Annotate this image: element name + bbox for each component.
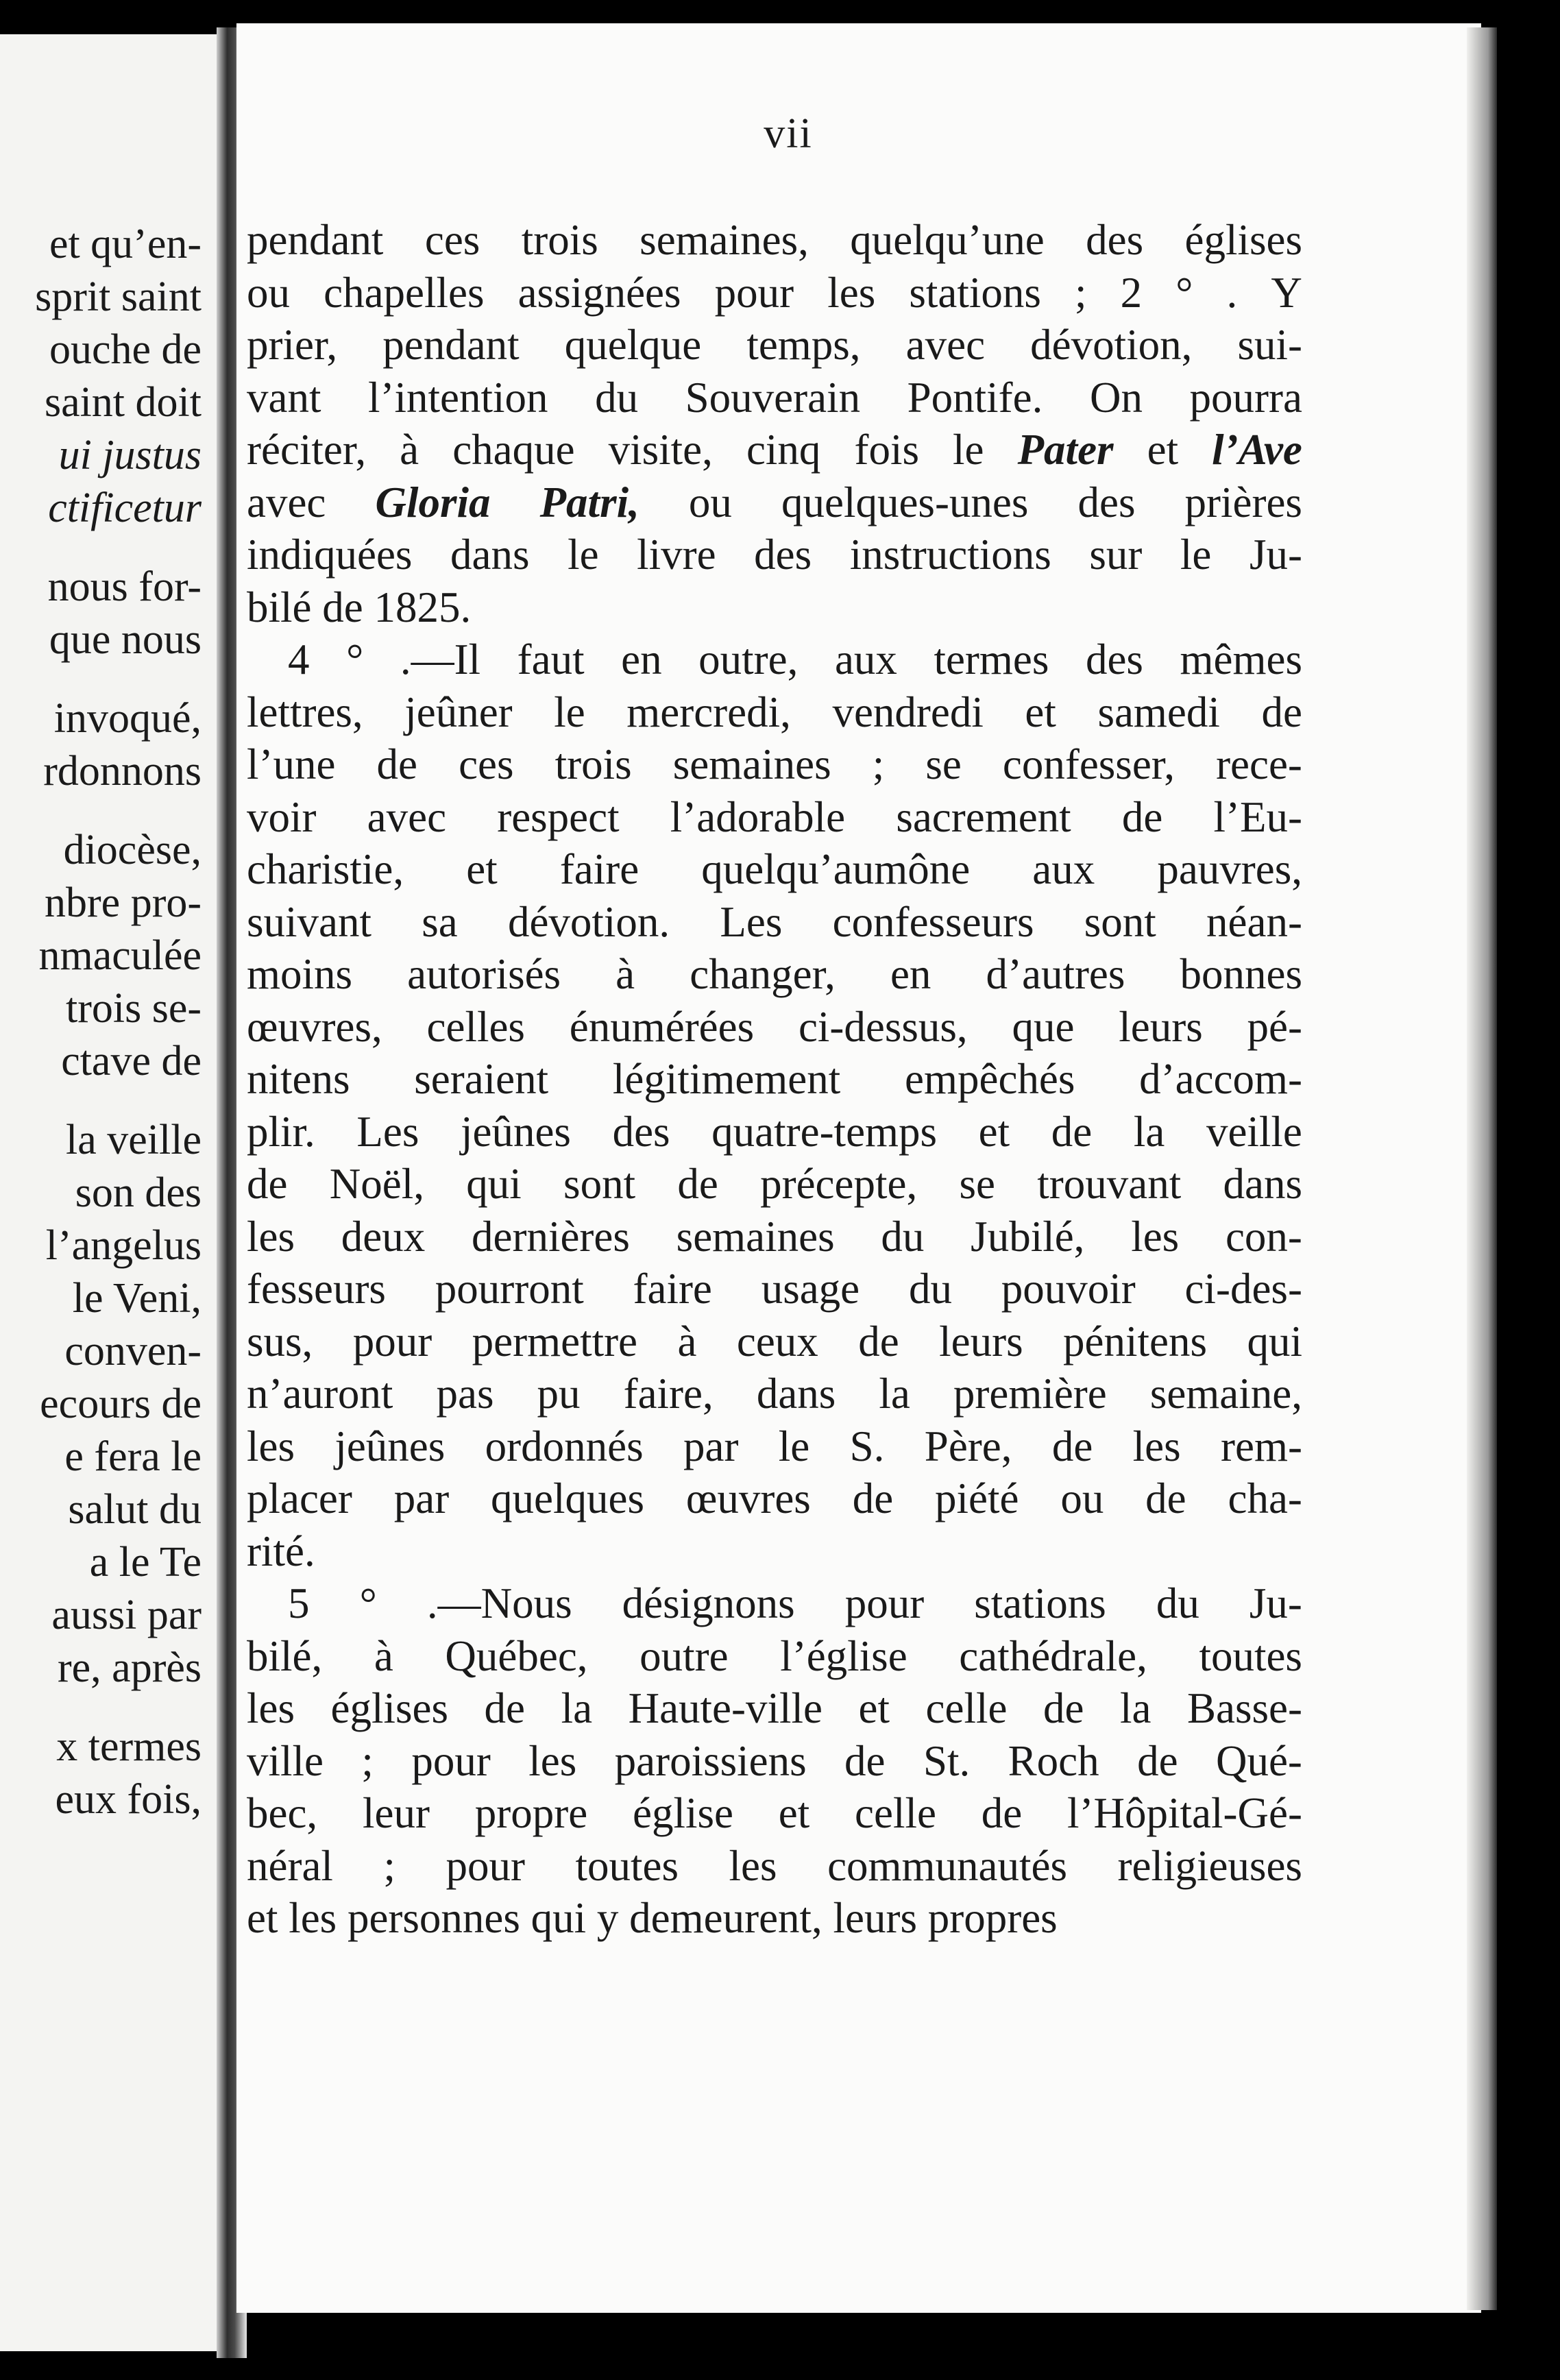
previous-page-line bbox=[35, 666, 202, 692]
text-line: prier, pendant quelque temps, avec dévotion, sui- bbox=[247, 321, 1302, 369]
previous-page-line: e fera le bbox=[64, 1433, 202, 1480]
page-number: vii bbox=[764, 110, 813, 157]
text-line: les jeûnes ordonnés par le S. Père, de les rem- bbox=[247, 1422, 1302, 1470]
previous-page bbox=[0, 34, 221, 2351]
text-line: suivant sa dévotion. Les confesseurs sont néan- bbox=[247, 897, 1302, 946]
text-line: les églises de la Haute-ville et celle de la Basse- bbox=[247, 1684, 1302, 1732]
text-line: 4 ° .—Il faut en outre, aux termes des mêmes bbox=[288, 635, 1302, 683]
text-line: avec Gloria Patri, ou quelques-unes des prières bbox=[247, 478, 1302, 526]
text-line: sus, pour permettre à ceux de leurs pénitens qui bbox=[247, 1317, 1302, 1365]
text-line: moins autorisés à changer, en d’autres bonnes bbox=[247, 950, 1302, 998]
previous-page-line: ouche de bbox=[49, 326, 202, 373]
text-line: plir. Les jeûnes des quatre-temps et de la veille bbox=[247, 1107, 1302, 1156]
text-line: de Noël, qui sont de précepte, se trouvant dans bbox=[247, 1160, 1302, 1208]
text-line: n’auront pas pu faire, dans la première semaine, bbox=[247, 1370, 1302, 1418]
text-line: et les personnes qui y demeurent, leurs propres bbox=[247, 1894, 1058, 1942]
previous-page-line: diocèse, bbox=[63, 827, 202, 873]
previous-page-line: nmaculée bbox=[38, 932, 202, 979]
text-line: bilé de 1825. bbox=[247, 583, 472, 631]
text-line: œuvres, celles énumérées ci-dessus, que leurs pé- bbox=[247, 1002, 1302, 1051]
previous-page-line: que nous bbox=[49, 616, 202, 663]
previous-page-line: et qu’en- bbox=[49, 221, 202, 267]
page-body-text bbox=[247, 214, 1302, 1945]
previous-page-line: aussi par bbox=[51, 1592, 202, 1638]
previous-page-line: sprit saint bbox=[35, 274, 202, 320]
text-line: placer par quelques œuvres de piété ou de cha- bbox=[247, 1474, 1302, 1522]
previous-page-line: trois se- bbox=[65, 985, 202, 1032]
previous-page-line: conven- bbox=[64, 1328, 202, 1374]
previous-page-line: l’angelus bbox=[45, 1222, 202, 1269]
previous-page-line: x termes bbox=[56, 1723, 202, 1770]
text-line: indiquées dans le livre des instructions sur le Ju- bbox=[247, 531, 1302, 579]
previous-page-line: ui justus bbox=[58, 432, 202, 478]
text-line: voir avec respect l’adorable sacrement de l’Eu- bbox=[247, 792, 1302, 841]
text-line: vant l’intention du Souverain Pontife. On pourra bbox=[247, 373, 1302, 422]
text-line: les deux dernières semaines du Jubilé, les con- bbox=[247, 1212, 1302, 1261]
previous-page-line: rdonnons bbox=[43, 748, 202, 794]
text-line: réciter, à chaque visite, cinq fois le Pater et l’Ave bbox=[247, 426, 1302, 474]
previous-page-line: ecours de bbox=[40, 1381, 202, 1427]
previous-page-line: nous for- bbox=[47, 563, 202, 610]
text-line: bec, leur propre église et celle de l’Hôpital-Gé- bbox=[247, 1789, 1302, 1837]
text-line: pendant ces trois semaines, quelqu’une des églises bbox=[247, 216, 1302, 264]
previous-page-line: nbre pro- bbox=[45, 879, 202, 926]
previous-page-line bbox=[35, 798, 202, 824]
text-line: 5 ° .—Nous désignons pour stations du Ju- bbox=[288, 1579, 1302, 1627]
text-line: ou chapelles assignées pour les stations ; 2 ° . Y bbox=[247, 268, 1302, 317]
previous-page-line: ctificetur bbox=[48, 485, 202, 531]
text-line: l’une de ces trois semaines ; se confesser, rece- bbox=[247, 740, 1302, 788]
previous-page-line: ctave de bbox=[61, 1038, 202, 1084]
previous-page-line: le Veni, bbox=[72, 1275, 202, 1322]
previous-page-line: saint doit bbox=[44, 379, 202, 426]
previous-page-text bbox=[35, 218, 202, 1826]
page-edge bbox=[1467, 27, 1497, 2310]
text-line: ville ; pour les paroissiens de St. Roch de Qué- bbox=[247, 1736, 1302, 1785]
text-line: charistie, et faire quelqu’aumône aux pauvres, bbox=[247, 845, 1302, 893]
previous-page-line: eux fois, bbox=[55, 1776, 202, 1823]
previous-page-line: a le Te bbox=[89, 1539, 202, 1586]
previous-page-line: invoqué, bbox=[53, 695, 202, 742]
text-line: rité. bbox=[247, 1527, 315, 1575]
text-line: néral ; pour toutes les communautés religieuses bbox=[247, 1841, 1302, 1890]
previous-page-line: la veille bbox=[66, 1117, 202, 1163]
text-line: lettres, jeûner le mercredi, vendredi et samedi de bbox=[247, 688, 1302, 736]
previous-page-line: re, après bbox=[58, 1644, 202, 1691]
previous-page-line: salut du bbox=[68, 1486, 202, 1533]
previous-page-line: son des bbox=[75, 1169, 202, 1216]
previous-page-line bbox=[35, 1695, 202, 1721]
previous-page-line bbox=[35, 1088, 202, 1114]
text-line: fesseurs pourront faire usage du pouvoir ci-des- bbox=[247, 1265, 1302, 1313]
text-line: nitens seraient légitimement empêchés d’accom- bbox=[247, 1055, 1302, 1103]
previous-page-line bbox=[35, 535, 202, 561]
text-line: bilé, à Québec, outre l’église cathédrale, toutes bbox=[247, 1631, 1302, 1680]
